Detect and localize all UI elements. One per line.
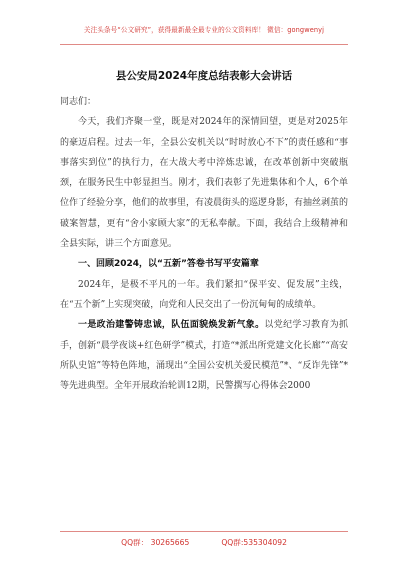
document-body	[60, 92, 348, 396]
footer-qq-group-1: QQ群： 30265665	[121, 538, 190, 547]
document-title: 县公安局2024年度总结表彰大会讲话	[115, 70, 293, 82]
footer-rule	[60, 531, 348, 532]
footer-contact	[0, 537, 408, 548]
paragraph-overview: 2024年，是极不平凡的一年。我们紧扣“保平安、促发展”主线，在“五个新”上实现突破，向党和人民交出了一份沉甸甸的成绩单。	[60, 279, 348, 310]
footer-qq-group-2: QQ群:535304092	[221, 538, 287, 547]
paragraph-lead: 一是政治建警铸忠诚，队伍面貌焕发新气象。	[78, 320, 265, 331]
salutation: 同志们：	[60, 97, 97, 107]
header-rule	[60, 44, 348, 45]
header-promo-note: 关注头条号“公文研究”，获得最新最全最专业的公文资料库！ 微信：gongwenyj	[83, 26, 325, 34]
paragraph-political	[60, 315, 348, 396]
paragraph-text: 以党纪学习教育为抓手，创新“晨学夜谈+红色研学”模式，打造“*派出所党建文化长廊”“高安所队史馆”等特色阵地，涌现出“全国公安机关爱民模范”*、“反诈先锋”*等先进典型。全年开展政治轮训12期，民警撰写心得体会2000	[60, 320, 348, 392]
section-heading-1: 一、回顾2024，以“五新”答卷书写平安篇章	[78, 259, 259, 270]
paragraph-intro: 今天，我们齐聚一堂，既是对2024年的深情回望，更是对2025年的豪迈启程。过去一年，全县公安机关以“时时放心不下”的责任感和“事事落实到位”的执行力，在大战大考中淬炼忠诚，在改革创新中突破瓶颈，在服务民生中彰显担当。刚才，我们表彰了先进集体和个人，6个单位作了经验分享，他们的故事里，有凌晨街头的巡逻身影，有抽丝剥茧的破案智慧，更有“舍小家顾大家”的无私奉献。下面，我结合上级精神和全县实际，讲三个方面意见。	[60, 117, 349, 250]
